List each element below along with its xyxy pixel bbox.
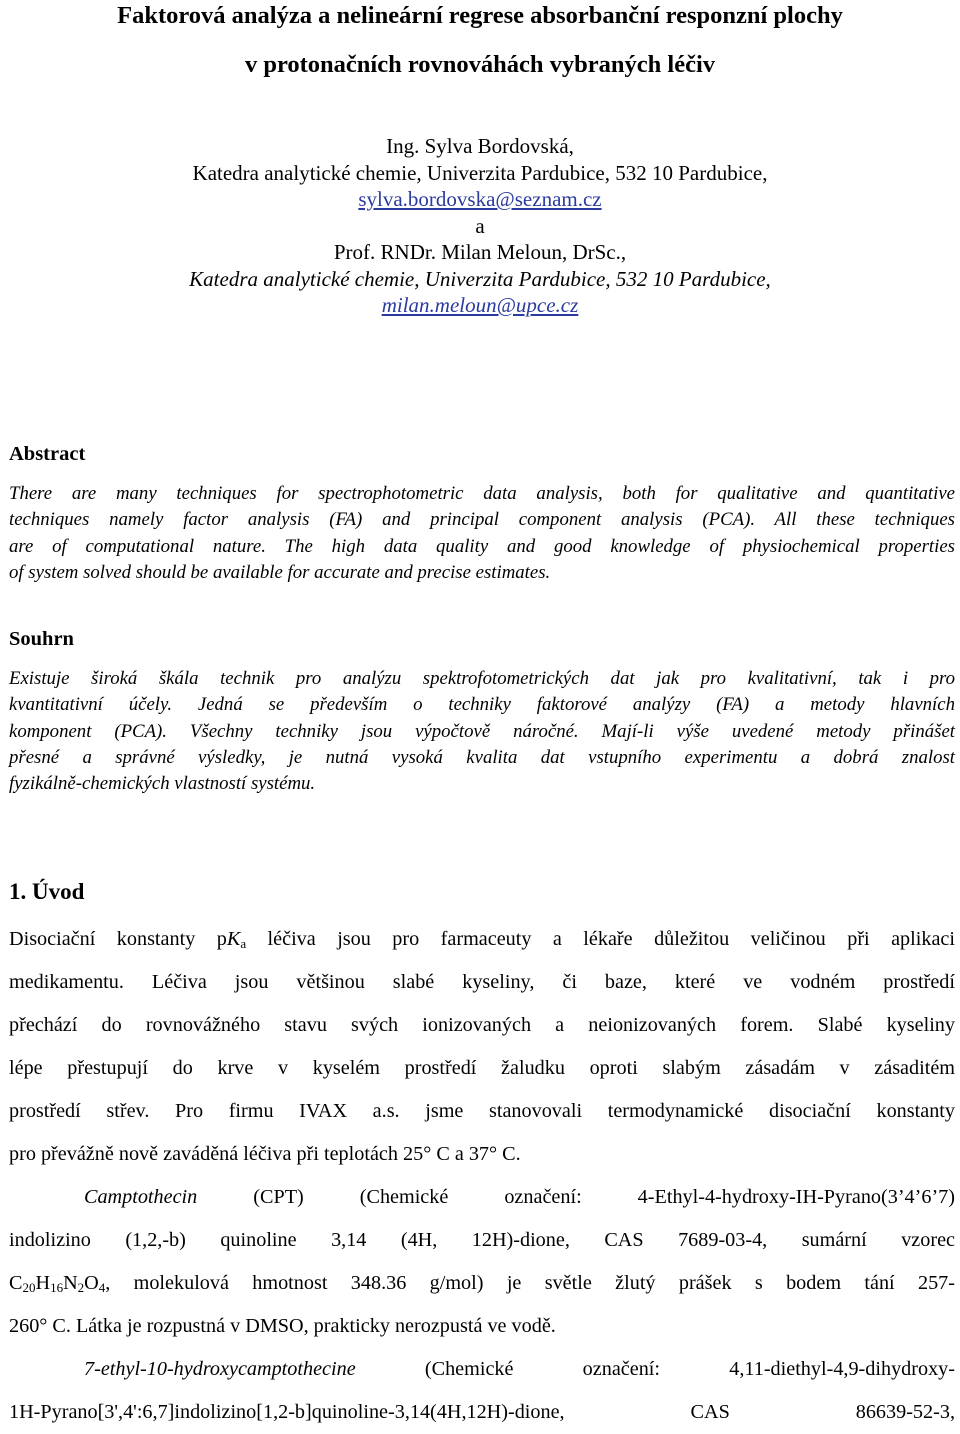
abstract-line: There are many techniques for spectrophotometric data analysis, both for qualitative and quantitative [9,483,955,504]
body-line: 7-ethyl-10-hydroxycamptothecine (Chemické označení: 4,11-diethyl-4,9-dihydroxy- [84,1358,955,1380]
body-line: medikamentu. Léčiva jsou většinou slabé kyseliny, či baze, které ve vodném prostředí [9,971,955,993]
author-1-email-line [0,186,960,212]
abstract-line: are of computational nature. The high data quality and good knowledge of physiochemical properties [9,535,955,557]
souhrn-line: komponent (PCA). Všechny techniky jsou výpočtově náročné. Mají-li výše uvedené metody přinášet [9,720,955,742]
souhrn-line: fyzikálně-chemických vlastností systému. [9,773,316,795]
souhrn-line: kvantitativní účely. Jedná se především o techniky faktorové analýzy (FA) a metody hlavních [9,694,955,716]
author-conjunction: a [475,214,485,238]
author-1-affiliation: Katedra analytické chemie, Univerzita Pardubice, 532 10 Pardubice, [192,161,768,185]
body-line: prostředí střev. Pro firmu IVAX a.s. jsme stanovovali termodynamické disociační konstanty [9,1100,955,1122]
body-line: pro převážně nově zaváděná léčiva při teplotách 25° C a 37° C. [9,1143,521,1165]
paper-title-line-1: Faktorová analýza a nelineární regrese absorbanční responzní plochy [117,2,843,29]
souhrn-heading: Souhrn [9,628,74,650]
abstract-line: of system solved should be available for accurate and precise estimates. [9,561,551,583]
author-1-name: Ing. Sylva Bordovská, [386,134,574,158]
body-line: $C_{20}H_{16}N_2O_4$, molekulová hmotnost 348.36 g/mol) je světle žlutý prášek s bodem tání 257- [9,1272,955,1295]
souhrn-line: přesné a správné výsledky, je nutná vysoká kvalita dat vstupního experimentu a dobrá znalost [9,746,955,768]
body-line: 260° C. Látka je rozpustná v DMSO, prakticky nerozpustá ve vodě. [9,1315,556,1337]
body-line: přechází do rovnovážného stavu svých ionizovaných a neionizovaných forem. Slabé kyseliny [9,1014,955,1036]
author-2-email-link[interactable]: milan.meloun@upce.cz [381,293,579,317]
body-line: Disociační konstanty $pK_a$ léčiva jsou pro farmaceuty a lékaře důležitou veličinou při aplikaci [9,928,955,951]
body-line: indolizino (1,2,-b) quinoline 3,14 (4H, 12H)-dione, CAS 7689-03-4, sumární vzorec [9,1229,955,1251]
paper-title-line-2: v protonačních rovnováhách vybraných léčiv [244,51,716,78]
author-2-email-line [0,292,960,318]
author-2-affiliation: Katedra analytické chemie, Univerzita Pardubice, 532 10 Pardubice, [189,267,771,291]
uvod-paragraph-3 [9,1348,955,1434]
body-line: 1H-Pyrano[3',4':6,7]indolizino[1,2-b]quinoline-3,14(4H,12H)-dione, CAS 86639-52-3, [9,1401,955,1423]
abstract-line: techniques namely factor analysis (FA) and principal component analysis (PCA). All these techniques [9,509,955,531]
author-2-name: Prof. RNDr. Milan Meloun, DrSc., [333,240,627,264]
uvod-paragraph-2 [9,1176,955,1348]
souhrn-text [9,666,955,797]
section-heading-uvod: 1. Úvod [9,879,85,904]
souhrn-line: Existuje široká škála technik pro analýzu spektrofotometrických dat jak pro kvalitativní, tak i pro [9,668,955,689]
abstract-heading: Abstract [9,443,86,465]
body-line: lépe přestupují do krve v kyselém prostředí žaludku oproti slabým zásadám v zásaditém [9,1057,955,1079]
uvod-paragraph-1 [9,918,955,1176]
body-line: Camptothecin (CPT) (Chemické označení: 4-Ethyl-4-hydroxy-IH-Pyrano(3’4’6’7) [84,1186,955,1208]
author-1-email-link[interactable]: sylva.bordovska@seznam.cz [358,187,602,211]
abstract-text [9,481,955,586]
